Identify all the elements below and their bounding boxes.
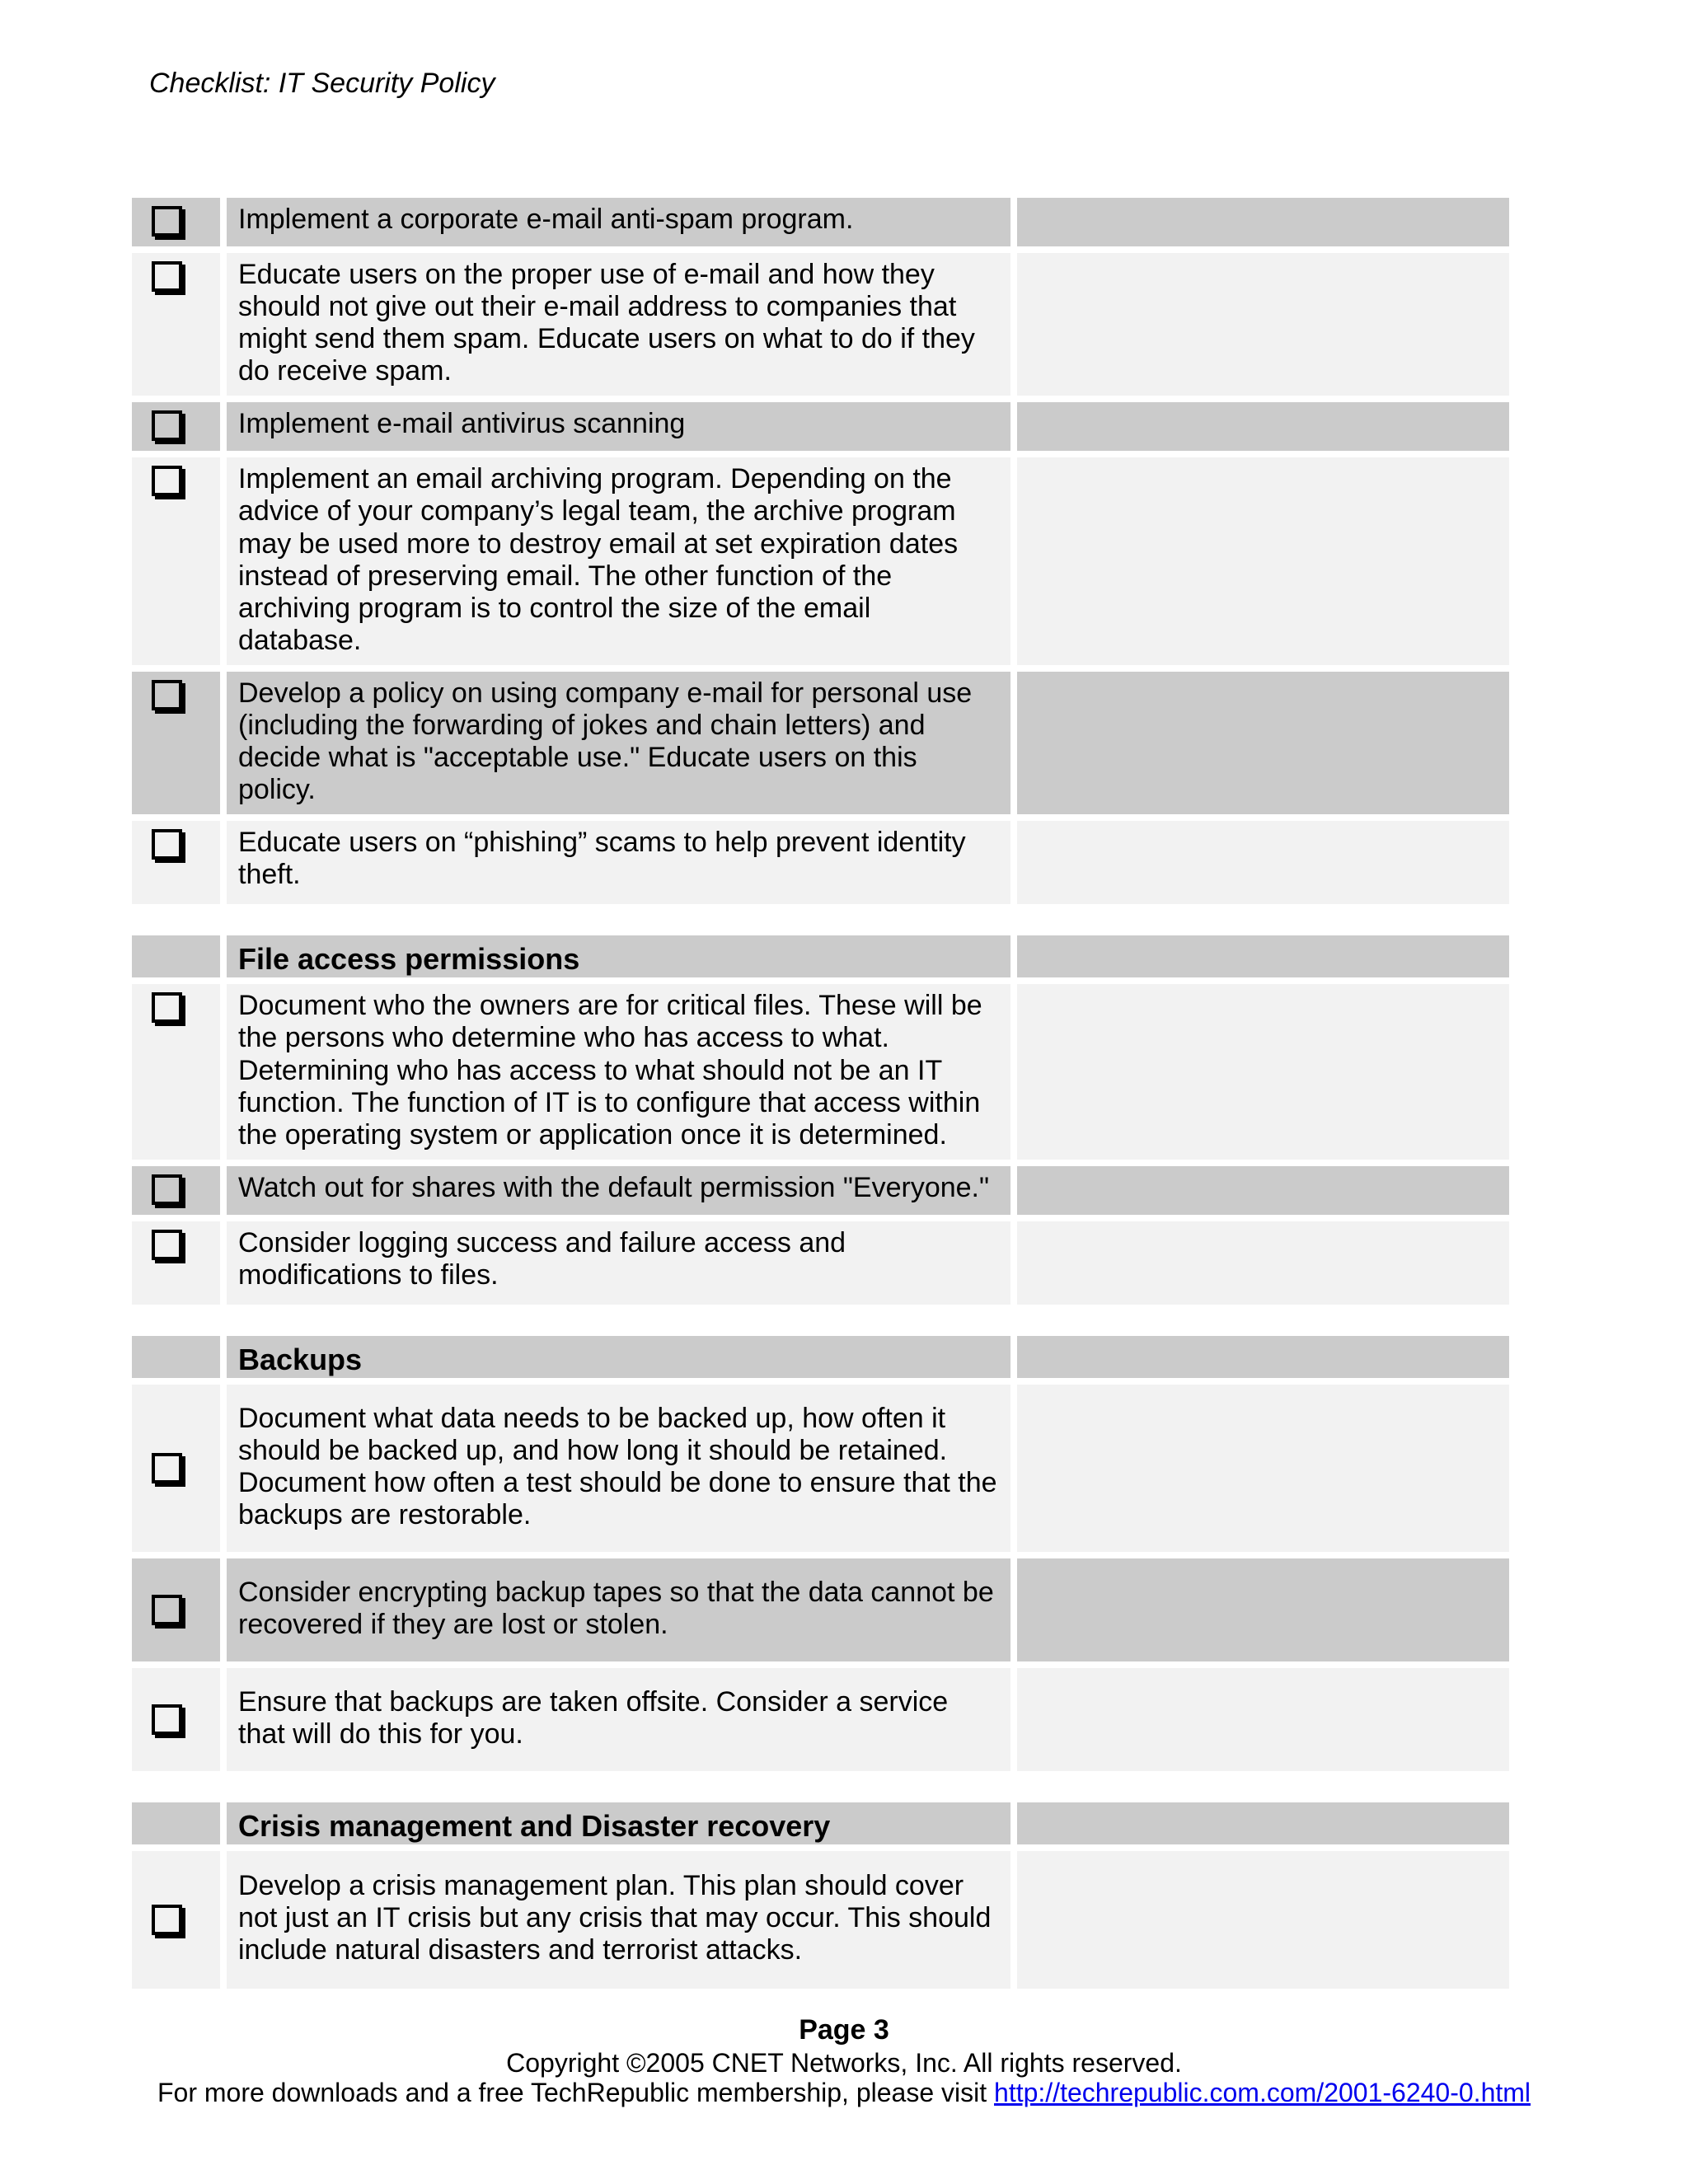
notes-cell: [1017, 1385, 1509, 1552]
checkbox-icon[interactable]: [152, 680, 182, 710]
checkbox-icon[interactable]: [152, 992, 182, 1023]
checkbox-cell: [132, 1336, 220, 1378]
checklist-item-row: [132, 1851, 1517, 1989]
notes-cell: [1017, 1166, 1509, 1215]
checkbox-cell: [132, 935, 220, 977]
checkbox-icon[interactable]: [152, 829, 182, 860]
checklist-item-row: [132, 821, 1517, 904]
checkbox-cell: [132, 457, 220, 665]
notes-cell: [1017, 1802, 1509, 1844]
checklist-item-text: Consider encrypting backup tapes so that the data cannot be recovered if they are lost or stolen.: [227, 1558, 1010, 1661]
copyright-notice: Copyright ©2005 CNET Networks, Inc. All rights reserved.: [506, 2048, 1182, 2079]
checkbox-icon[interactable]: [152, 206, 182, 237]
checklist-item-row: [132, 253, 1517, 396]
checklist-item-text: Implement e-mail antivirus scanning: [227, 402, 1010, 451]
checklist-item-text: Watch out for shares with the default permission "Everyone.": [227, 1166, 1010, 1215]
checklist-item-text: Educate users on “phishing” scams to help prevent identity theft.: [227, 821, 1010, 904]
notes-cell: [1017, 457, 1509, 665]
page-footer: [0, 2014, 1688, 2108]
checklist-item-row: [132, 402, 1517, 451]
checkbox-cell: [132, 198, 220, 246]
checkbox-icon[interactable]: [152, 1453, 182, 1483]
checklist-item-text: Develop a policy on using company e-mail for personal use (including the forwarding of jokes and chain letters) and decide what is "acceptable use." Educate users on this policy.: [227, 672, 1010, 814]
section-header-row: [132, 935, 1517, 977]
checkbox-icon[interactable]: [152, 1230, 182, 1260]
section-title: File access permissions: [227, 935, 1010, 977]
checklist-item-text: Implement a corporate e-mail anti-spam program.: [227, 198, 1010, 246]
checklist-item-text: Consider logging success and failure access and modifications to files.: [227, 1221, 1010, 1305]
checkbox-icon[interactable]: [152, 466, 182, 496]
checkbox-cell: [132, 402, 220, 451]
checklist-item-row: [132, 1558, 1517, 1661]
checkbox-cell: [132, 1558, 220, 1661]
checklist-item-text: Educate users on the proper use of e-mail and how they should not give out their e-mail address to companies that might send them spam. Educate users on what to do if they do receive spam.: [227, 253, 1010, 396]
checkbox-cell: [132, 821, 220, 904]
notes-cell: [1017, 1668, 1509, 1771]
checklist-item-row: [132, 457, 1517, 665]
section-header-row: [132, 1802, 1517, 1844]
checkbox-cell: [132, 1668, 220, 1771]
document-title: Checklist: IT Security Policy: [149, 68, 495, 99]
checklist-table: [132, 198, 1517, 1989]
notes-cell: [1017, 821, 1509, 904]
checkbox-icon[interactable]: [152, 1174, 182, 1205]
checkbox-cell: [132, 1802, 220, 1844]
checkbox-cell: [132, 1385, 220, 1552]
checklist-item-row: [132, 1668, 1517, 1771]
notes-cell: [1017, 253, 1509, 396]
notes-cell: [1017, 1221, 1509, 1305]
checklist-item-row: [132, 1221, 1517, 1305]
checklist-item-row: [132, 672, 1517, 814]
checkbox-cell: [132, 1166, 220, 1215]
checklist-item-text: Document who the owners are for critical files. These will be the persons who determine who has access to what. Determining who has access to what should not be an IT function. The function of IT is to configure that access within the operating system or application once it is determined.: [227, 984, 1010, 1159]
notes-cell: [1017, 1851, 1509, 1989]
checkbox-cell: [132, 253, 220, 396]
section-header-row: [132, 1336, 1517, 1378]
footer-visit-line: [0, 2079, 1688, 2108]
checklist-item-text: Document what data needs to be backed up, how often it should be backed up, and how long it should be retained. Document how often a test should be done to ensure that the backups are restorable.: [227, 1385, 1010, 1552]
checkbox-cell: [132, 1851, 220, 1989]
notes-cell: [1017, 672, 1509, 814]
section-title: Backups: [227, 1336, 1010, 1378]
notes-cell: [1017, 402, 1509, 451]
footer-visit-text: For more downloads and a free TechRepublic membership, please visit: [157, 2077, 995, 2107]
checklist-item-row: [132, 1385, 1517, 1552]
checklist-item-row: [132, 198, 1517, 246]
techrepublic-link[interactable]: http://techrepublic.com.com/2001-6240-0.html: [994, 2077, 1531, 2107]
notes-cell: [1017, 198, 1509, 246]
page-number: Page 3: [799, 2014, 889, 2046]
notes-cell: [1017, 1336, 1509, 1378]
checkbox-icon[interactable]: [152, 1595, 182, 1625]
checkbox-icon[interactable]: [152, 1905, 182, 1935]
checklist-item-row: [132, 984, 1517, 1159]
checkbox-cell: [132, 1221, 220, 1305]
checkbox-icon[interactable]: [152, 410, 182, 441]
checkbox-icon[interactable]: [152, 261, 182, 292]
notes-cell: [1017, 1558, 1509, 1661]
checklist-item-text: Implement an email archiving program. Depending on the advice of your company’s legal team, the archive program may be used more to destroy email at set expiration dates instead of preserving email. The other function of the archiving program is to control the size of the email database.: [227, 457, 1010, 665]
checkbox-cell: [132, 984, 220, 1159]
checkbox-icon[interactable]: [152, 1704, 182, 1735]
notes-cell: [1017, 935, 1509, 977]
checklist-item-text: Develop a crisis management plan. This plan should cover not just an IT crisis but any crisis that may occur. This should include natural disasters and terrorist attacks.: [227, 1851, 1010, 1989]
checkbox-cell: [132, 672, 220, 814]
notes-cell: [1017, 984, 1509, 1159]
section-title: Crisis management and Disaster recovery: [227, 1802, 1010, 1844]
checklist-item-row: [132, 1166, 1517, 1215]
checklist-item-text: Ensure that backups are taken offsite. Consider a service that will do this for you.: [227, 1668, 1010, 1771]
